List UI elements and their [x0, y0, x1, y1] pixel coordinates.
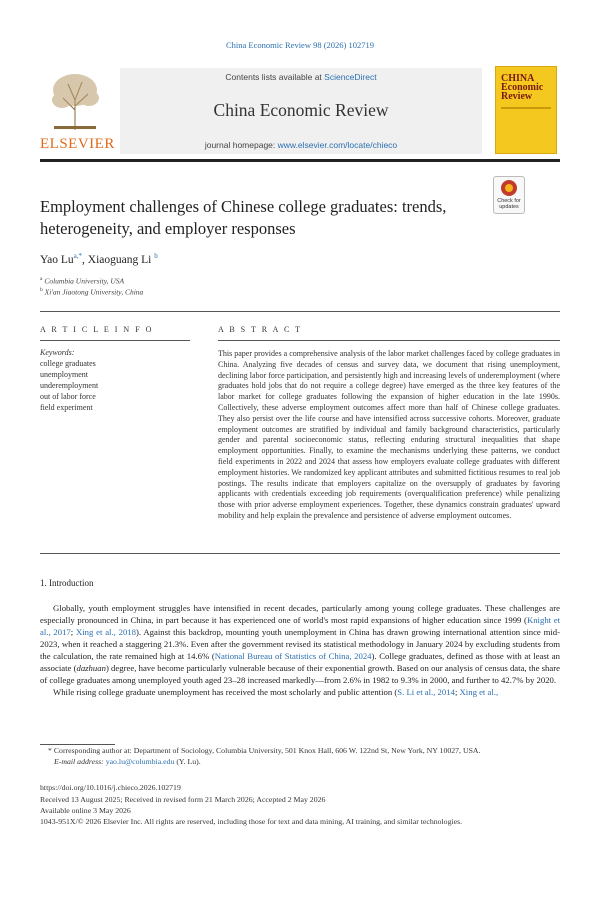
author-name: Yao Lu: [40, 253, 74, 266]
crossmark-icon: [501, 180, 517, 196]
affil-marker: b: [40, 287, 43, 293]
cover-title-1: CHINA: [501, 73, 535, 84]
email-label: E-mail address:: [54, 757, 104, 766]
journal-cover[interactable]: [495, 66, 557, 154]
abstract-text: This paper provides a comprehensive analysis of the labor market challenges faced by college graduates in China. Analyzing five decades of census and survey data, we document that rising unemployment, declining labor force participation, and persistently high and increasing levels of underemployment (where graduates hold jobs that do not require a college degree) have emerged as the three key features of the labor market for college graduates following the expansion of higher education in the late 1990s. Collectively, these adverse employment outcomes affect more than half of Chinese college graduates. They also persist over the life course and have intensified across successive cohorts. Moreover, graduate employment outcomes are stratified by individual and family background characteristics, particularly gender and parental socioeconomic status, reflecting enduring structural inequalities that shape employment opportunities. Finally, to examine the mechanisms underlying these patterns, we conduct field experiments in 2022 and 2024 that assess how employers evaluate college graduates with different employment histories. We randomized key applicant attributes and submitted fictitious resumes to real job postings. The results indicate that employers capitalize on the oversupply of graduates by favoring applicants with credentials exceeding job requirements (overqualification preference) while penalizing those with prior adverse employment experiences. Together, these dynamics constrain graduates' upward mobility and help explain the prevalence and persistence of adverse employment outcomes.: [218, 349, 560, 520]
introduction-body: [40, 602, 560, 698]
cover-title: [501, 74, 543, 101]
footnote-marker: *: [48, 746, 52, 755]
affil-text: Xi'an Jiaotong University, China: [44, 287, 144, 297]
text-run: While rising college graduate unemployment has received the most scholarly and public attention (: [53, 687, 398, 697]
keyword-item: college graduates: [40, 359, 96, 368]
journal-homepage-link[interactable]: www.elsevier.com/locate/chieco: [277, 140, 398, 150]
keywords-heading: Keywords:: [40, 348, 75, 357]
crossmark-line-2: updates: [499, 204, 519, 210]
text-run: ;: [70, 627, 76, 637]
affiliation-b: [40, 287, 143, 297]
intro-paragraph-2: [40, 686, 560, 698]
keyword-item: underemployment: [40, 381, 99, 390]
elsevier-logo[interactable]: [40, 70, 115, 154]
contents-prefix: Contents lists available at: [225, 72, 325, 82]
reference-link[interactable]: Xing et al.,: [459, 687, 499, 697]
elsevier-tree-icon: [48, 70, 102, 132]
email-suffix: (Y. Lu).: [174, 757, 201, 766]
masthead: [40, 66, 560, 156]
journal-banner: [120, 68, 482, 154]
title-line-2: heterogeneity, and employer responses: [40, 219, 296, 238]
contents-line: [120, 72, 482, 82]
available-online: Available online 3 May 2026: [40, 806, 131, 815]
abstract-rule: [218, 340, 560, 341]
footnote-rule: [40, 744, 115, 745]
email-link[interactable]: yao.lu@columbia.edu: [105, 757, 175, 766]
check-for-updates-badge[interactable]: [493, 176, 525, 214]
crossmark-label: [494, 198, 524, 210]
affiliation-a: [40, 276, 124, 286]
received-dates: Received 13 August 2025; Received in revised form 21 March 2026; Accepted 2 May 2026: [40, 795, 326, 804]
sciencedirect-link[interactable]: ScienceDirect: [324, 72, 377, 82]
text-run: Globally, youth employment struggles have intensified in recent decades, particularly among young college graduates. These challenges are especially pronounced in China, in part because it has experienced one of world's most rapid expansions of higher education since 1999 (: [40, 603, 560, 625]
homepage-prefix: journal homepage:: [204, 140, 278, 150]
crossmark-line-1: Check for: [497, 198, 521, 204]
footnote-text: Corresponding author at: Department of Sociology, Columbia University, 501 Knox Hall, 606 W. 122nd St, New York, NY 10027, USA.: [51, 746, 481, 755]
keyword-item: field experiment: [40, 403, 93, 412]
affil-divider: [40, 311, 560, 312]
text-run: ). College graduates, defined as those with at least an associate (: [40, 651, 560, 673]
keyword-item: out of labor force: [40, 392, 96, 401]
intro-paragraph-1: [40, 602, 560, 686]
cover-stripe: [501, 107, 551, 109]
masthead-rule: [40, 159, 560, 162]
text-run: ) degree, have become particularly vulnerable because of their exponential growth. Based on our analysis of census data, the share of college graduates among unemployed youth aged 23–28 increased markedly—from 2.6% in 1982 to 9.3% in 2000, and further to 42.7% by 2020.: [40, 663, 560, 685]
journal-citation[interactable]: China Economic Review 98 (2026) 102719: [225, 40, 374, 50]
elsevier-wordmark: ELSEVIER: [40, 136, 115, 152]
author-affil-link[interactable]: b: [154, 252, 158, 260]
cover-title-3: Review: [501, 91, 533, 102]
title-line-1: Employment challenges of Chinese college graduates: trends,: [40, 197, 447, 216]
article-title: [40, 196, 480, 240]
author-list: Yao $Lu^{a,*}$, Xiaoguang Li $^b$: [40, 252, 158, 266]
keyword-item: unemployment: [40, 370, 88, 379]
text-run: ). Against this backdrop, mounting youth unemployment in China has drawn growing international attention since mid-2023, when it reached a staggering 21.3%. Even after the government revised its statistical methodology in January 2024 by excluding students from the calculation, the rate remained high at 14.6% (: [40, 627, 560, 661]
article-info-rule: [40, 340, 190, 341]
italic-term: dazhuan: [76, 663, 106, 673]
copyright-line: 1043-951X/© 2026 Elsevier Inc. All rights are reserved, including those for text and data mining, AI training, and similar technologies.: [40, 817, 463, 826]
affil-marker: a: [40, 276, 43, 282]
reference-link[interactable]: Xing et al., 2018: [75, 627, 136, 637]
keywords-block: [40, 347, 190, 413]
affil-text: Columbia University, USA: [44, 276, 125, 286]
journal-title: China Economic Review: [213, 100, 389, 120]
author-name: Xiaoguang Li: [87, 253, 152, 266]
section-heading-introduction: 1. Introduction: [40, 578, 94, 588]
text-run: ;: [454, 687, 460, 697]
homepage-line: [120, 140, 482, 150]
abstract-bottom-rule: [40, 553, 560, 554]
reference-link[interactable]: S. Li et al., 2014: [397, 687, 455, 697]
reference-link[interactable]: Knight et al., 2017: [40, 615, 560, 637]
cover-title-2: Economic: [501, 82, 544, 93]
doi-link[interactable]: https://doi.org/10.1016/j.chieco.2026.102719: [40, 783, 181, 792]
article-info-label: A R T I C L E I N F O: [40, 325, 154, 334]
author-affil-link[interactable]: a,*: [73, 252, 83, 260]
abstract-label: A B S T R A C T: [218, 325, 303, 334]
email-note: [40, 757, 574, 766]
corresponding-author-note: [40, 746, 560, 755]
reference-link[interactable]: National Bureau of Statistics of China, 2024: [214, 651, 372, 661]
